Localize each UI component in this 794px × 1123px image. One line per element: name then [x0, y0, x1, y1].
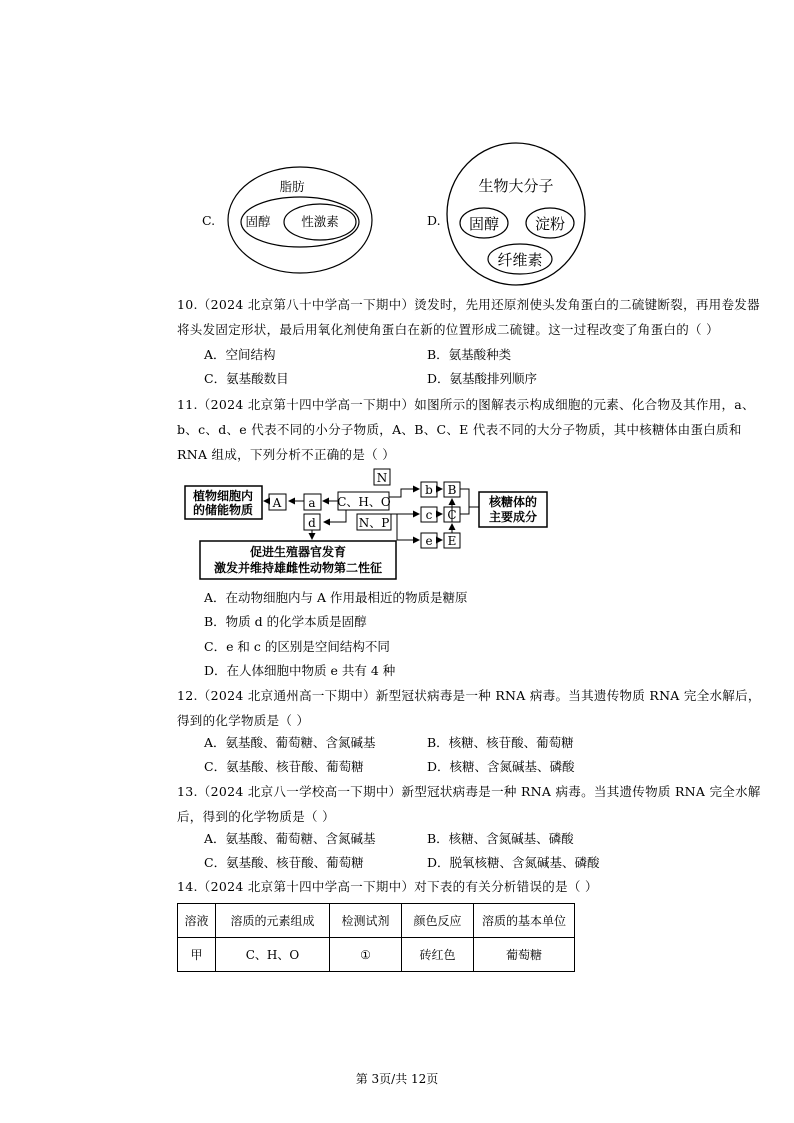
q11-right-box-line2: 主要成分 [488, 510, 538, 524]
q10-option-a: A．空间结构 [204, 347, 276, 362]
q11-option-a: A．在动物细胞内与 A 作用最相近的物质是糖原 [204, 590, 468, 605]
q12-option-b: B．核糖、核苷酸、葡萄糖 [427, 735, 574, 750]
q9-option-d-letter: D. [427, 213, 441, 228]
q11-option-d: D．在人体细胞中物质 e 共有 4 种 [204, 663, 396, 678]
q11-node-NP: N、P [358, 516, 390, 530]
q11-left-box-line1: 植物细胞内 [192, 489, 254, 503]
q11-node-e: e [425, 534, 433, 548]
q12-stem: 12.（2024 北京通州高一下期中）新型冠状病毒是一种 RNA 病毒。当其遗传物质 RNA 完全水解后，得到的化学物质是（ ） [177, 688, 761, 728]
page-footer: 第 3页/共 12页 [355, 1072, 439, 1086]
q14-table [177, 903, 575, 972]
table-header: 溶质的基本单位 [474, 904, 575, 938]
table-header: 溶液 [178, 904, 216, 938]
q11-node-N: N [376, 471, 388, 485]
q12-option-c: C．氨基酸、核苷酸、葡萄糖 [204, 759, 364, 774]
q13-option-a: A．氨基酸、葡萄糖、含氮碱基 [204, 831, 376, 846]
q10-option-b: B．氨基酸种类 [427, 347, 512, 362]
q9-option-c-letter: C. [202, 213, 216, 228]
q9-c-outer-label: 脂肪 [279, 179, 305, 194]
q13-option-d: D．脱氧核糖、含氮碱基、磷酸 [427, 855, 600, 870]
q11-node-c: c [425, 508, 433, 522]
table-row [178, 938, 575, 972]
q13-stem: 13.（2024 北京八一学校高一下期中）新型冠状病毒是一种 RNA 病毒。当其遗传物质 RNA 完全水解后，得到的化学物质是（ ） [177, 784, 761, 824]
table-header: 检测试剂 [330, 904, 402, 938]
q9-d-outer-label: 生物大分子 [478, 177, 554, 195]
q9-option-d-diagram [444, 141, 588, 288]
q9-d-label-a: 固醇 [468, 215, 500, 233]
q11-option-b: B．物质 d 的化学本质是固醇 [204, 614, 367, 629]
q11-node-b: b [425, 483, 433, 497]
q11-node-A: A [272, 496, 282, 510]
q10-option-d: D．氨基酸排列顺序 [427, 371, 538, 386]
table-cell: 葡萄糖 [474, 938, 575, 972]
q11-node-a: a [308, 496, 316, 510]
q9-option-c-diagram [225, 165, 375, 275]
q12-option-a: A．氨基酸、葡萄糖、含氮碱基 [204, 735, 376, 750]
table-cell: 砖红色 [402, 938, 474, 972]
q11-node-C: C [447, 508, 457, 522]
q9-c-middle-label: 固醇 [245, 214, 271, 229]
table-cell: 甲 [178, 938, 216, 972]
q11-bottom-box-line2: 激发并维持雄雌性动物第二性征 [213, 561, 383, 575]
q9-c-inner-label: 性激素 [301, 214, 339, 229]
q11-left-box-line2: 的储能物质 [192, 503, 254, 517]
q11-node-B: B [447, 483, 457, 497]
q11-node-center: C、H、O [337, 495, 391, 509]
q10-option-c: C．氨基酸数目 [204, 371, 289, 386]
table-cell: C、H、O [216, 938, 330, 972]
q11-right-box-line1: 核糖体的 [488, 495, 538, 509]
q11-node-d: d [308, 516, 316, 530]
q13-option-c: C．氨基酸、核苷酸、葡萄糖 [204, 855, 364, 870]
q11-node-E: E [447, 534, 457, 548]
q11-bottom-box-line1: 促进生殖器官发育 [249, 545, 347, 559]
q9-d-label-c: 纤维素 [497, 251, 543, 269]
table-cell: ① [330, 938, 402, 972]
q12-option-d: D．核糖、含氮碱基、磷酸 [427, 759, 575, 774]
table-header: 溶质的元素组成 [216, 904, 330, 938]
q14-stem: 14.（2024 北京第十四中学高一下期中）对下表的有关分析错误的是（ ） [177, 879, 598, 894]
q13-option-b: B．核糖、含氮碱基、磷酸 [427, 831, 574, 846]
table-header: 颜色反应 [402, 904, 474, 938]
q9-d-label-b: 淀粉 [534, 215, 566, 233]
q10-stem: 10.（2024 北京第八十中学高一下期中）烫发时，先用还原剂使头发角蛋白的二硫键断裂，再用卷发器将头发固定形状，最后用氧化剂使角蛋白在新的位置形成二硫键。这一过程改变了角蛋白的（ ） [177, 297, 760, 337]
table-header-row [178, 904, 575, 938]
q11-stem: 11.（2024 北京第十四中学高一下期中）如图所示的图解表示构成细胞的元素、化合物及其作用，a、b、c、d、e 代表不同的小分子物质，A、B、C、E 代表不同的大分子物质，其中核糖体由蛋白质和 RNA 组成，下列分析不正确的是（ ） [177, 397, 755, 462]
q11-option-c: C．e 和 c 的区别是空间结构不同 [204, 639, 390, 654]
q11-diagram [183, 463, 555, 583]
